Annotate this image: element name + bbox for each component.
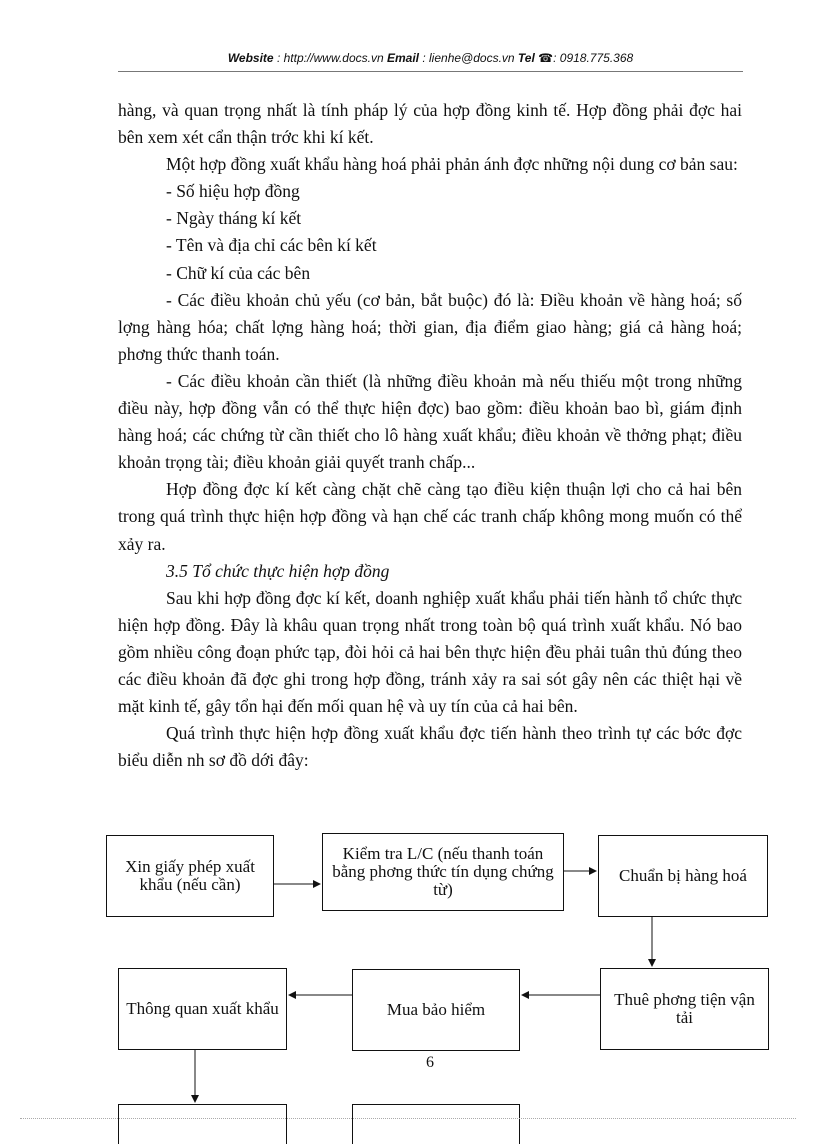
list-item: - Tên và địa chỉ các bên kí kết xyxy=(166,235,377,256)
flow-box-check-lc: Kiểm tra L/C (nếu thanh toán bằng phơng thức tín dụng chứng từ) xyxy=(322,833,564,911)
list-item: - Ngày tháng kí kết xyxy=(166,208,302,229)
page-number: 6 xyxy=(426,1054,434,1071)
tel-label: Tel xyxy=(517,51,535,65)
flow-box-prepare-goods: Chuẩn bị hàng hoá xyxy=(598,835,768,917)
paragraph-contract-signing: Hợp đồng đợc kí kết càng chặt chẽ càng tạo điều kiện thuận lợi cho cả hai bên trong quá trình thực hiện hợp đồng và hạn chế các tranh chấp không mong muốn có thể xảy ra. xyxy=(118,479,742,554)
list-item: - Chữ kí của các bên xyxy=(166,262,311,283)
website-url[interactable]: : http://www.docs.vn xyxy=(273,51,387,65)
email-label: Email xyxy=(387,51,420,65)
website-label: Website xyxy=(227,51,274,65)
flow-box-export-license: Xin giấy phép xuất khẩu (nếu cần) xyxy=(106,835,274,917)
flow-box-customs-clearance: Thông quan xuất khẩu xyxy=(118,968,287,1050)
paragraph-contract-legal: hàng, và quan trọng nhất là tính pháp lý của hợp đồng kinh tế. Hợp đồng phải đợc hai bên xem xét cẩn thận trớc khi kí kết. xyxy=(118,100,742,148)
page-bottom-border xyxy=(20,1118,796,1119)
list-item: - Số hiệu hợp đồng xyxy=(166,181,300,202)
flow-box-hire-transport: Thuê phơng tiện vận tải xyxy=(600,968,769,1050)
paragraph-contract-content: Một hợp đồng xuất khẩu hàng hoá phải phản ánh đợc những nội dung cơ bản sau: xyxy=(166,154,738,175)
paragraph-process-intro: Quá trình thực hiện hợp đồng xuất khẩu đợc tiến hành theo trình tự các bớc đợc biểu diễn nh sơ đồ dới đây: xyxy=(118,723,742,771)
list-item: - Các điều khoản chủ yếu (cơ bản, bắt buộc) đó là: Điều khoản về hàng hoá; số lợng hàng hóa; chất lợng hàng hoá; thời gian, địa điểm giao hàng; giá cả hàng hoá; phơng thức thanh toán. xyxy=(118,289,742,364)
tel-number: ☎: 0918.775.368 xyxy=(534,51,634,65)
paragraph-execution: Sau khi hợp đồng đợc kí kết, doanh nghiệp xuất khẩu phải tiến hành tổ chức thực hiện hợp đồng. Đây là khâu quan trọng nhất trong toàn bộ quá trình xuất khẩu. Nó bao gồm nhiều công đoạn phức tạp, đòi hỏi cả hai bên thực hiện đều phải tuân thủ đúng theo các điều khoản đã đợc ghi trong hợp đồng, tránh xảy ra sai sót gây nên các thiệt hại về mặt kinh tế, gây tổn hại đến mối quan hệ và uy tín của cả hai bên. xyxy=(118,587,742,717)
email-address[interactable]: : lienhe@docs.vn xyxy=(419,51,518,65)
section-heading: 3.5 Tổ chức thực hiện hợp đồng xyxy=(166,560,390,581)
flow-box-buy-insurance: Mua bảo hiểm xyxy=(352,969,520,1051)
list-item: - Các điều khoản cần thiết (là những điều khoản mà nếu thiếu một trong những điều này, hợp đồng vẫn có thể thực hiện đợc) bao gồm: điều khoản bao bì, giám định hàng hoá; các chứng từ cần thiết cho lô hàng xuất khẩu; điều khoản về thởng phạt; điều khoản trọng tài; điều khoản giải quyết tranh chấp... xyxy=(118,370,742,473)
